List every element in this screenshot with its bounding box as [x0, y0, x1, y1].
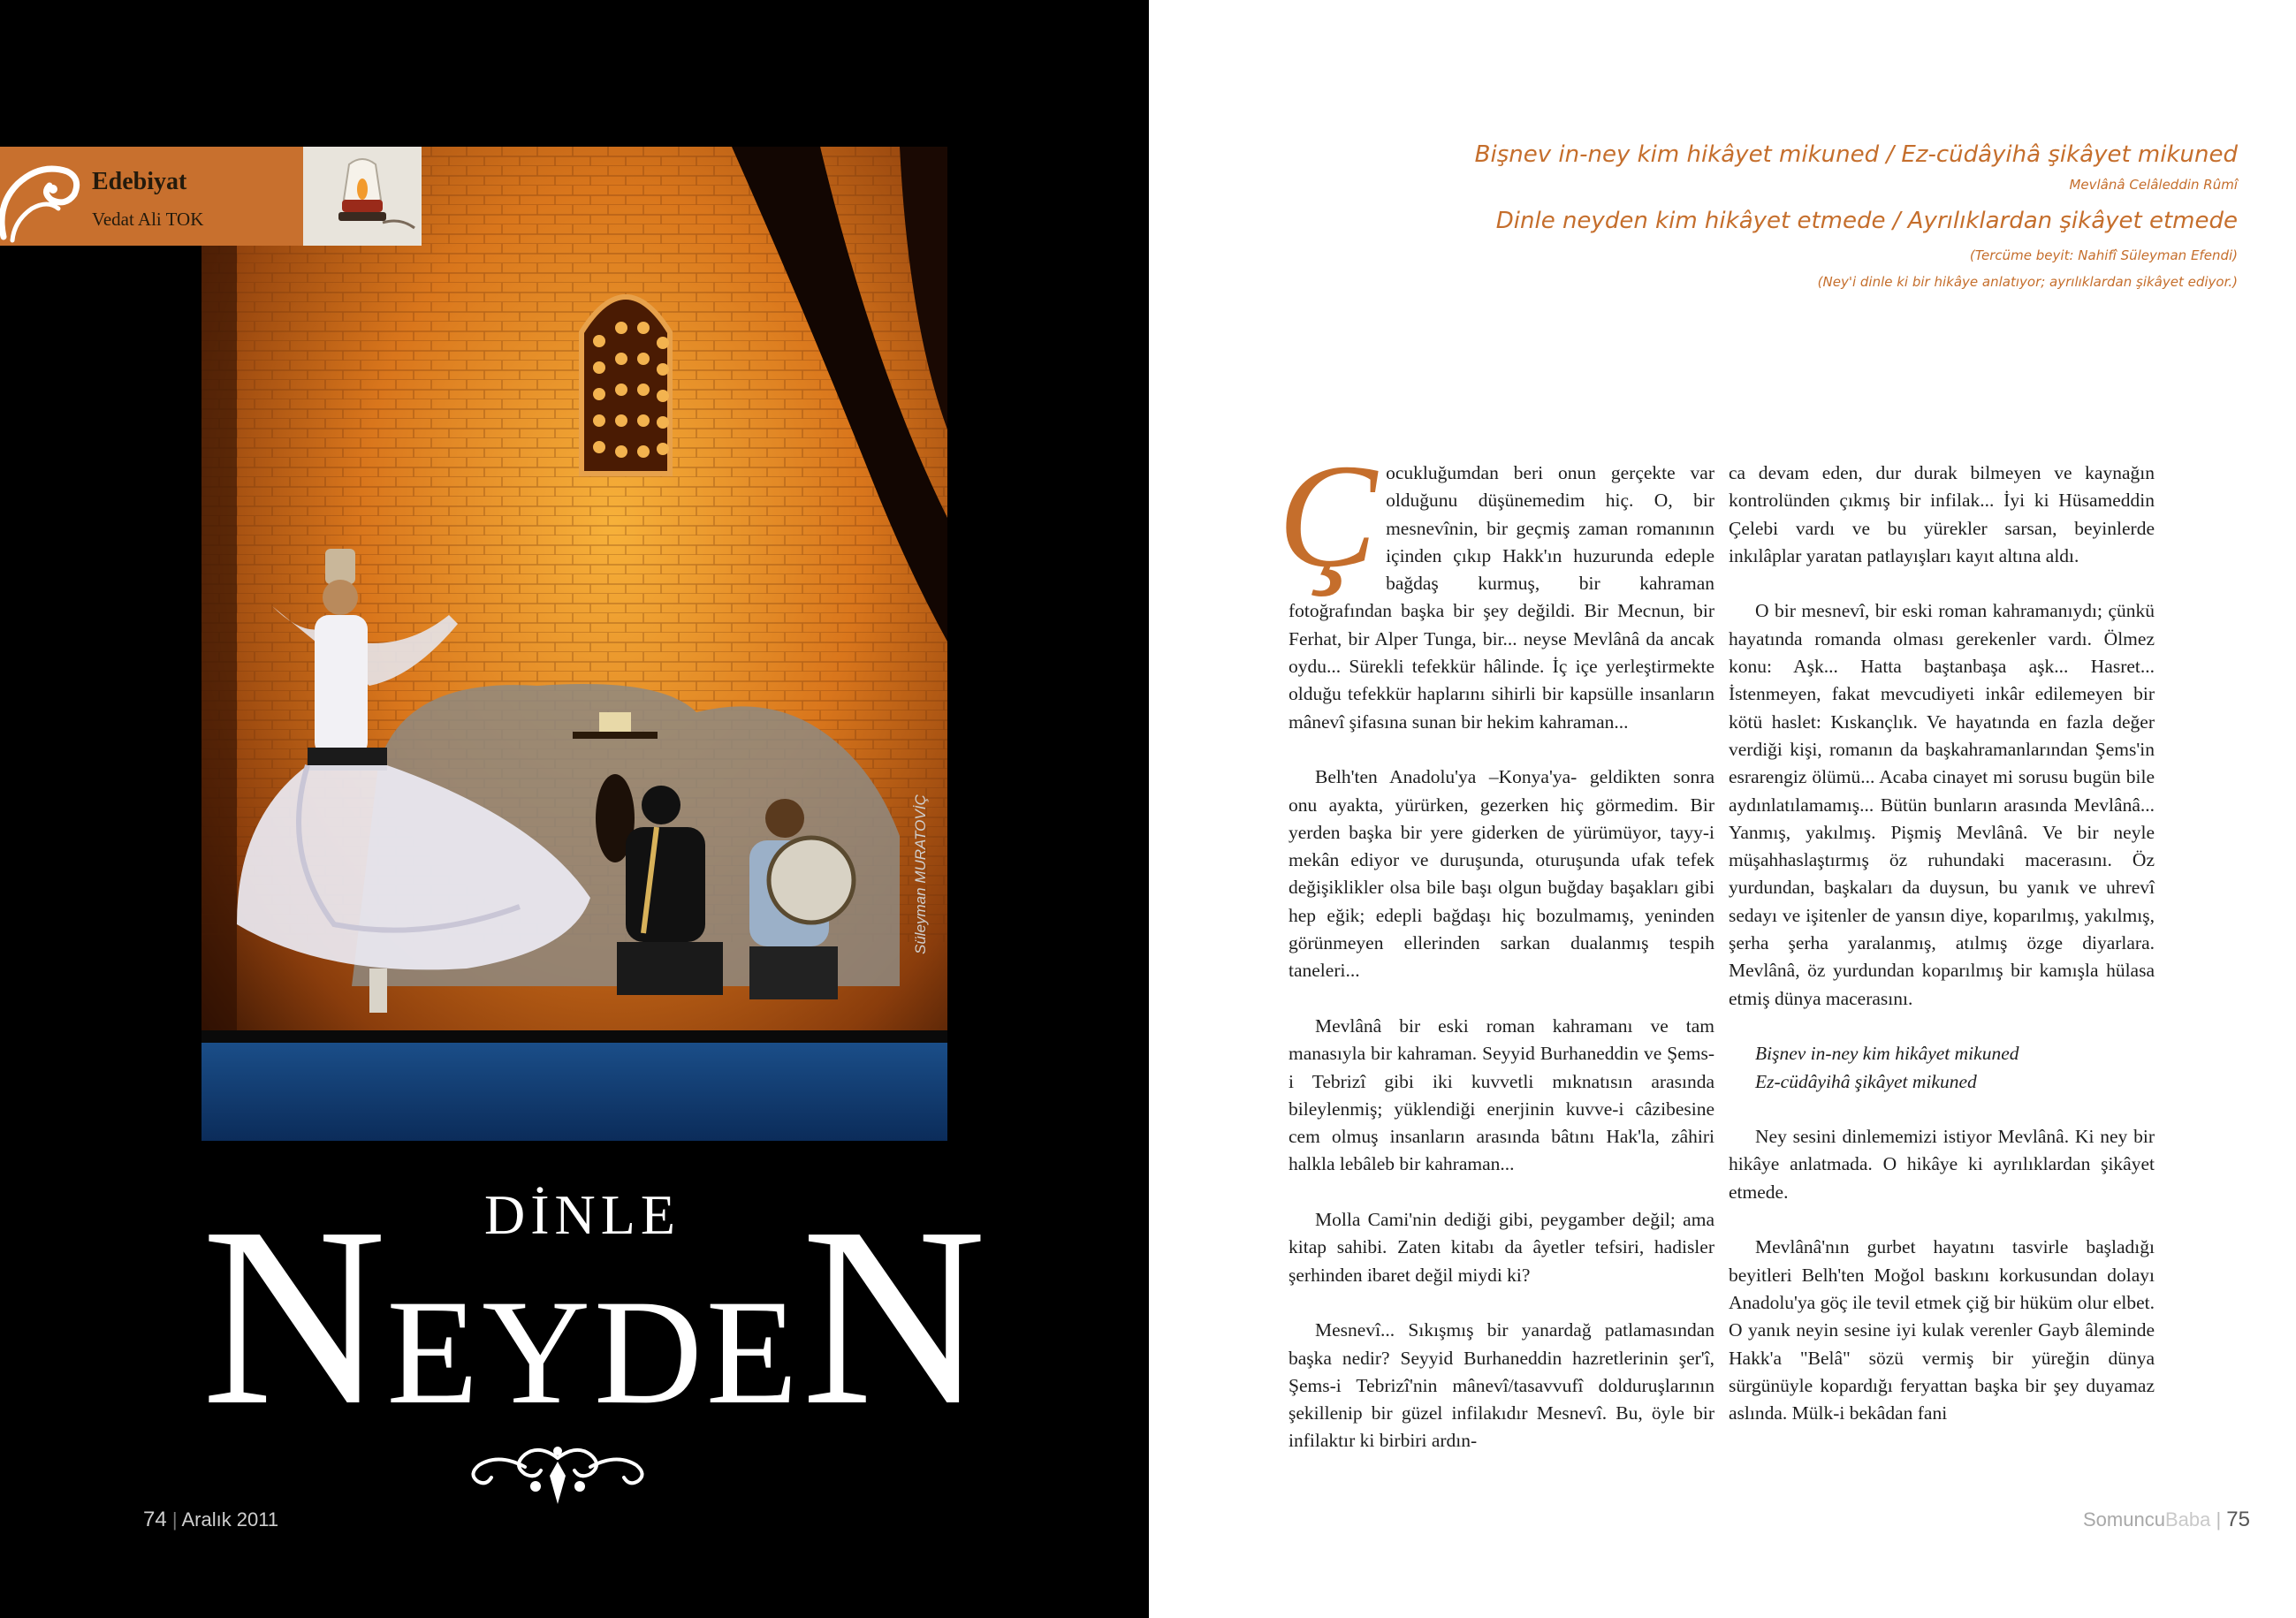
- drop-cap: Ç: [1278, 434, 1378, 598]
- verse-line: Bişnev in-ney kim hikâyet mikuned: [1755, 1043, 2019, 1065]
- title-letters-middle: EYDE: [386, 1269, 802, 1435]
- article-paragraph: Molla Cami'nin dediği gibi, peygamber değil; ama kitap sahibi. Zaten kitabı da âyetler tefsiri, hadisler şerhinden ibaret değil miydi ki?: [1289, 1209, 1714, 1286]
- article-paragraph: Belh'ten Anadolu'ya –Konya'ya- geldikten sonra onu ayakta, yürürken, gezerken hiç görmedim. Bir yerden başka bir yere giderken de yürümüyor, tayy-i mekân ediyor ve duruşunda, oturuşunda ufak tefek değişiklikler olsa bile başı olgun buğday başakları gibi hep eğik; edepli bağdaşı hiç bozulmamış, yeninden görünmeyen ellerinden sarkan dualanmış tespih taneleri...: [1289, 766, 1714, 982]
- title-small: DİNLE: [484, 1183, 680, 1246]
- page-number-right: 75: [2226, 1508, 2250, 1531]
- article-paragraph: Mevlânâ bir eski roman kahramanı ve tam manasıyla bir kahraman. Seyyid Burhaneddin ve Şems-i Tebrizî gibi iki kuvvetli mıknatısın arasında bileylenmiş; yüklendiği enerjinin kuvve-i câzibesine cem olmuş insanların arasında bâtını Hak'la, zâhiri halkla lebâleb bir kahraman...: [1289, 1014, 1714, 1175]
- folio-left: [143, 1508, 278, 1532]
- oil-lamp-thumbnail: [303, 147, 422, 246]
- page-number-left: 74: [143, 1508, 167, 1531]
- article-paragraph: O bir mesnevî, bir eski roman kahramanıydı; çünkü hayatında romanda olması gerekenler vardı. Ölmez konu: Aşk... Hatta baştanbaşa aşk... Hasret... İstenmeyen, fakat mevcudiyeti inkâr edilemeyen bir kötü haslet: Kıskançlık. Ve hayatında en fazla değer verdiği kişi, romanın da başkahramanlarından Şems'in esrarengiz ölümü... Acaba cinayet mi sorusu bugün bile aydınlatılamamış... Bütün bunların arasında Mevlânâ... Yanmış, yakılmış. Pişmiş Mevlânâ. Ve bir neyle müşahhaslaştırmış öz ruhundaki macerasını. Öz yurdundan, başkaları da duysun, bu yanık ve uhrevî sedayı ve işitenler de yansın diye, koparılmış, yakılmış, şerha şerha yaralanmış, atılmış özge diyarlara. Mevlânâ, öz yurdundan koparılmış bir kamışla hülasa etmiş dünya macerasını.: [1729, 600, 2155, 1009]
- quote-attribution: Mevlânâ Celâleddin Rûmî: [2069, 177, 2238, 193]
- quote-explanation: (Ney'i dinle ki bir hikâye anlatıyor; ayrılıklardan şikâyet ediyor.): [1817, 274, 2238, 290]
- article-paragraph: Çocukluğumdan beri onun gerçekte var olduğunu düşünemedim hiç. O, bir mesnevînin, bir geçmiş zaman romanının içinden çıkıp Hakk'ın huzurunda edeple bağdaş kurmuş, bir kahraman fotoğrafından başka bir şey değildi. Bir Mecnun, bir Ferhat, bir Alper Tunga, bir... neyse Mevlânâ da ancak oydu... Sürekli tefekkür hâlinde. İç içe yerleştirmekte olduğu tefekkür haplarını sihirli bir kapsülle insanların mânevî şifasına sunan bir hekim kahraman...: [1278, 434, 1714, 733]
- author-name: Vedat Ali TOK: [92, 209, 204, 230]
- swirl-ornament-icon: [0, 152, 85, 244]
- quote-translation: Dinle neyden kim hikâyet etmede / Ayrılıklardan şikâyet etmede: [1495, 208, 2238, 234]
- article-paragraph: Mevlânâ'nın gurbet hayatını tasvirle başladığı beyitleri Belh'ten Moğol baskını korkusundan dolayı Anadolu'ya göç ile tevil etmek çiğ bir hüküm olur elbet. O yanık neyin sesine iyi kulak verenler Gayb âleminde Hakk'a "Belâ" sözü vermiş bir yüreğin dünya sürgünüyle kopardığı feryattan başka bir şey duyamaz aslında. Mülk-i bekâdan fani: [1729, 1236, 2155, 1424]
- ornament-flourish-icon: [460, 1440, 656, 1509]
- article-paragraph: Mesnevî... Sıkışmış bir yanardağ patlamasından başka nedir? Seyyid Burhaneddin hazretlerinin şer'î, Şems-i Tebrizî'nin mânevî/tasavvufî dolduruşlarının şekillenip bir güzel infilakıdır Mesnevî. Bu, öyle bir infilaktır ki birbiri ardın-: [1289, 1319, 1714, 1452]
- article-column-1: [1278, 434, 1714, 1483]
- issue-date: Aralık 2011: [181, 1508, 279, 1531]
- right-page: [1149, 0, 2296, 1618]
- article-paragraph: Ney sesini dinlememizi istiyor Mevlânâ. Ki ney bir hikâye anlatmada. O hikâye ki ayrılıklardan şikâyet etmede.: [1729, 1126, 2155, 1203]
- title-letter-last: N: [801, 1174, 987, 1458]
- title-letter-first: N: [201, 1174, 387, 1458]
- translation-credit: (Tercüme beyit: Nahifî Süleyman Efendi): [1969, 247, 2238, 263]
- section-label: Edebiyat: [92, 168, 187, 195]
- article-paragraph: ca devam eden, dur durak bilmeyen ve kaynağın kontrolünden çıkmış bir infilak... İyi ki Hüsameddin Çelebi vardı ve bu yürekler sarsan, beyinlerde inkılâplar yaratan patlayışları kayıt altına aldı.: [1729, 462, 2155, 566]
- folio-separator: |: [171, 1508, 178, 1531]
- verse-line: Ez-cüdâyihâ şikâyet mikuned: [1755, 1070, 1977, 1092]
- title-big: [201, 1174, 987, 1458]
- article-column-2: [1729, 460, 2155, 1455]
- magazine-brand: SomuncuBaba: [2082, 1508, 2211, 1531]
- quote-persian: Bişnev in-ney kim hikâyet mikuned / Ez-cüdâyihâ şikâyet mikuned: [1474, 141, 2238, 168]
- photo-credit: Süleyman MURATOVİÇ: [912, 794, 929, 954]
- folio-separator: |: [2216, 1508, 2222, 1531]
- sema-dervish-photo: [201, 147, 947, 1141]
- folio-right: [2083, 1508, 2250, 1532]
